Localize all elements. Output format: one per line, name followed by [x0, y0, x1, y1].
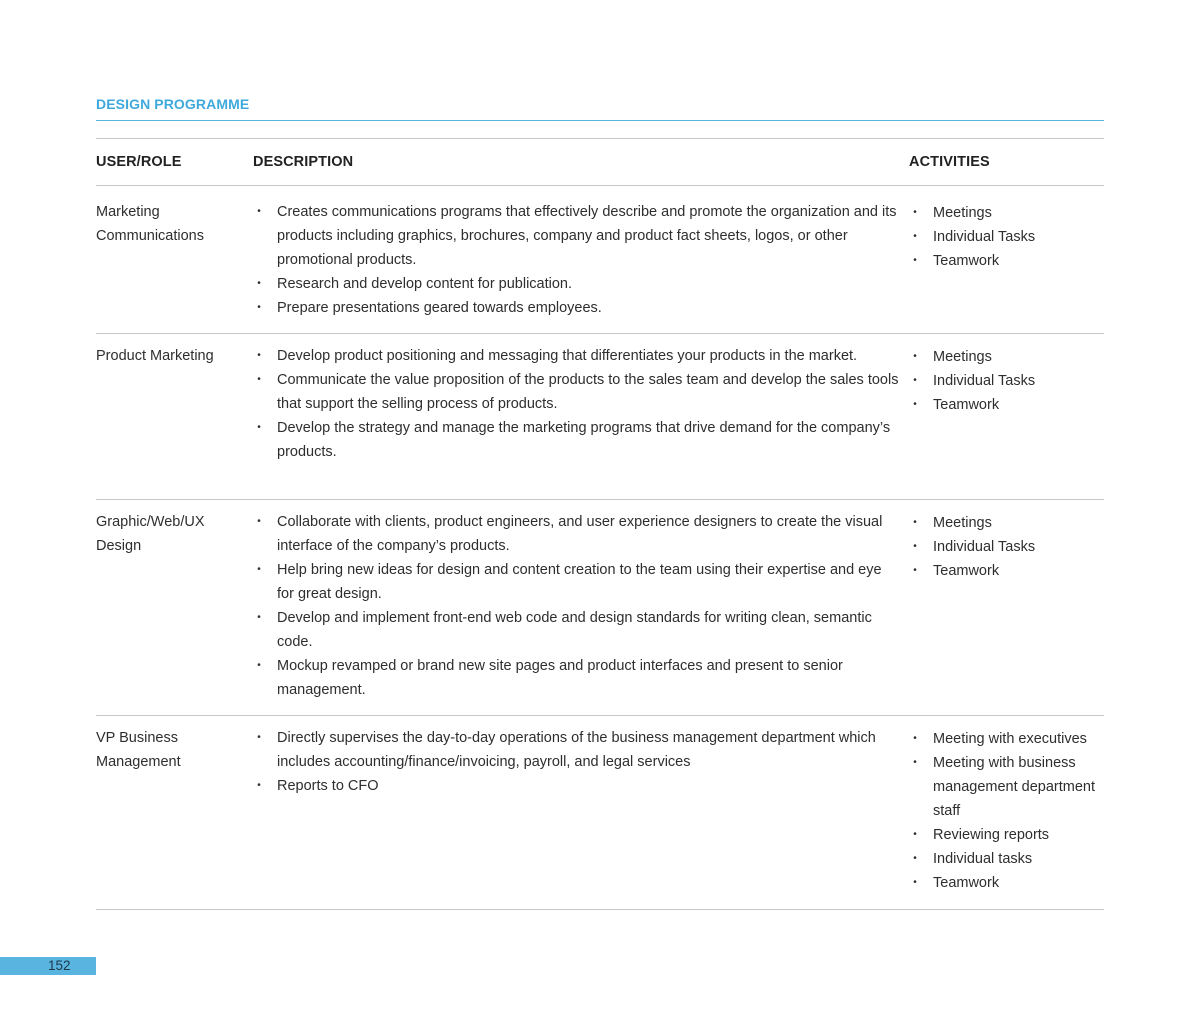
activities-list	[909, 511, 1104, 583]
bullet-icon: •	[257, 302, 261, 313]
bullet-icon: •	[257, 422, 261, 433]
bullet-icon: •	[913, 375, 917, 386]
list-item: • Teamwork	[909, 871, 1104, 895]
list-item: • Individual Tasks	[909, 369, 1104, 393]
table-header-row	[96, 139, 1104, 186]
list-item: • Help bring new ideas for design and content creation to the team using their expertise and eye for great design.	[253, 558, 909, 606]
bullet-icon: •	[257, 660, 261, 671]
bullet-icon: •	[913, 231, 917, 242]
list-item: • Prepare presentations geared towards employees.	[253, 296, 909, 320]
bullet-icon: •	[913, 207, 917, 218]
list-item: • Meeting with executives	[909, 727, 1104, 751]
list-item: • Develop product positioning and messaging that differentiates your products in the market.	[253, 344, 909, 368]
bullet-icon: •	[913, 565, 917, 576]
bullet-icon: •	[257, 732, 261, 743]
bullet-icon: •	[913, 757, 917, 768]
list-item: • Individual Tasks	[909, 225, 1104, 249]
header-user-role: USER/ROLE	[96, 154, 182, 170]
bullet-icon: •	[913, 877, 917, 888]
activities-list	[909, 345, 1104, 417]
bullet-icon: •	[257, 206, 261, 217]
list-item: • Develop and implement front-end web code and design standards for writing clean, semantic code.	[253, 606, 909, 654]
list-item: • Directly supervises the day-to-day operations of the business management department which includes accounting/finance/invoicing, payroll, and legal services	[253, 726, 909, 774]
activities-list	[909, 727, 1104, 895]
list-item: • Meetings	[909, 201, 1104, 225]
bullet-icon: •	[913, 399, 917, 410]
section-title: DESIGN PROGRAMME	[96, 96, 250, 112]
bullet-icon: •	[257, 278, 261, 289]
bullet-icon: •	[257, 516, 261, 527]
list-item: • Creates communications programs that effectively describe and promote the organization and its products including graphics, brochures, company and product fact sheets, logos, or other promotional products.	[253, 200, 909, 272]
role-name: VP Business Management	[96, 730, 181, 770]
list-item: • Communicate the value proposition of the products to the sales team and develop the sales tools that support the selling process of products.	[253, 368, 909, 416]
bullet-icon: •	[257, 612, 261, 623]
table-row	[96, 500, 1104, 716]
table-row	[96, 334, 1104, 500]
bullet-icon: •	[913, 853, 917, 864]
page-number: 152	[48, 958, 71, 973]
list-item: • Mockup revamped or brand new site pages and product interfaces and present to senior management.	[253, 654, 909, 702]
list-item: • Reports to CFO	[253, 774, 909, 798]
header-description: DESCRIPTION	[253, 154, 354, 170]
list-item: • Reviewing reports	[909, 823, 1104, 847]
bullet-icon: •	[913, 255, 917, 266]
bullet-icon: •	[913, 829, 917, 840]
table-row	[96, 716, 1104, 910]
list-item: • Research and develop content for publication.	[253, 272, 909, 296]
list-item: • Meetings	[909, 511, 1104, 535]
list-item: • Individual Tasks	[909, 535, 1104, 559]
activities-list	[909, 201, 1104, 273]
role-name: Product Marketing	[96, 348, 214, 364]
bullet-icon: •	[257, 374, 261, 385]
bullet-icon: •	[913, 541, 917, 552]
role-name: Graphic/Web/UX Design	[96, 514, 205, 554]
list-item: • Individual tasks	[909, 847, 1104, 871]
description-list	[253, 344, 909, 464]
bullet-icon: •	[257, 350, 261, 361]
list-item: • Collaborate with clients, product engineers, and user experience designers to create the visual interface of the company’s products.	[253, 510, 909, 558]
list-item: • Teamwork	[909, 393, 1104, 417]
page-number-tab	[0, 957, 96, 975]
list-item: • Meeting with business management department staff	[909, 751, 1104, 823]
bullet-icon: •	[913, 351, 917, 362]
list-item: • Meetings	[909, 345, 1104, 369]
list-item: • Teamwork	[909, 559, 1104, 583]
header-activities: ACTIVITIES	[909, 154, 990, 170]
bullet-icon: •	[257, 564, 261, 575]
list-item: • Teamwork	[909, 249, 1104, 273]
role-name: Marketing Communications	[96, 204, 204, 244]
roles-table	[96, 138, 1104, 910]
list-item: • Develop the strategy and manage the marketing programs that drive demand for the company’s products.	[253, 416, 909, 464]
title-divider	[96, 120, 1104, 121]
table-row	[96, 186, 1104, 334]
description-list	[253, 510, 909, 702]
bullet-icon: •	[257, 780, 261, 791]
description-list	[253, 200, 909, 320]
description-list	[253, 726, 909, 798]
bullet-icon: •	[913, 517, 917, 528]
bullet-icon: •	[913, 733, 917, 744]
